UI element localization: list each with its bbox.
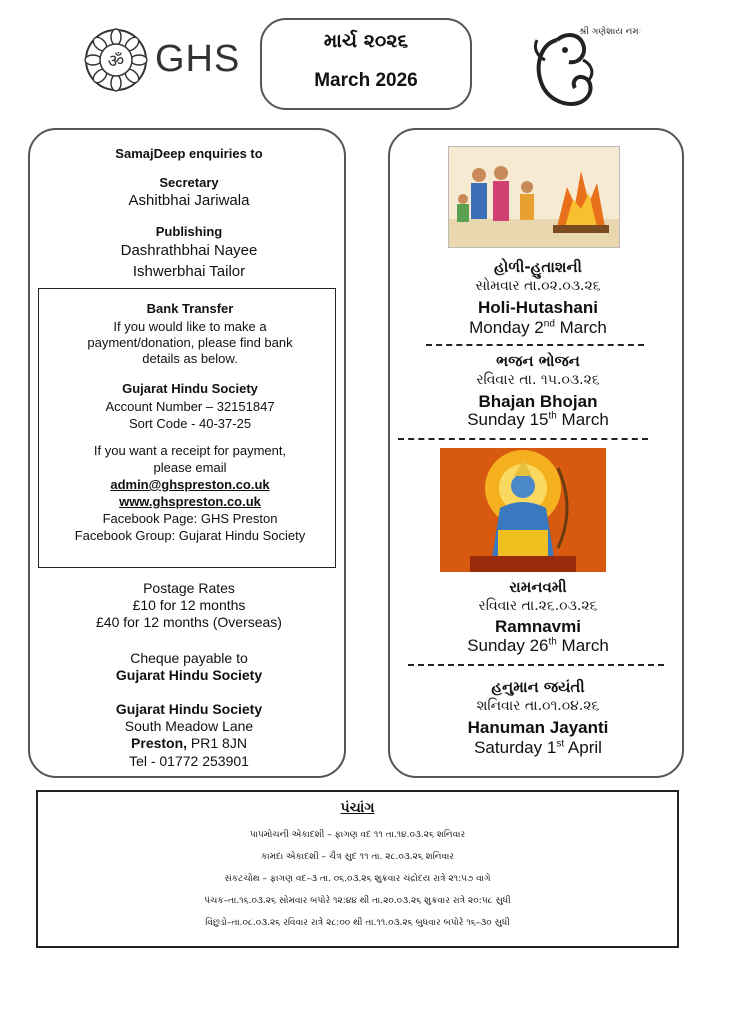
event-name: Ramnavmi	[495, 617, 581, 636]
secretary-title: Secretary	[159, 175, 219, 190]
event-name: Hanuman Jayanti	[467, 718, 609, 737]
event-date-day: Monday 2	[469, 318, 544, 337]
postage-rate: £40 for 12 months (Overseas)	[96, 614, 282, 630]
sort-code: Sort Code - 40-37-25	[128, 416, 252, 431]
event-date-day: Sunday 15	[467, 410, 549, 429]
event-gujarati-name: ભજન ભોજન	[496, 352, 580, 370]
enquiries-heading: SamajDeep enquiries to	[115, 146, 263, 161]
event-gujarati-date: રવિવાર તા. ૧૫.૦૩.૨૬	[476, 372, 600, 388]
event-date-suffix: th	[548, 410, 557, 422]
bank-transfer-box	[38, 288, 336, 568]
address-street: South Meadow Lane	[124, 718, 254, 734]
account-name: Gujarat Hindu Society	[122, 381, 258, 396]
secretary-name: Ashitbhai Jariwala	[128, 192, 250, 209]
panchang-line: સંકટચોથ – ફાગણ વદ–૩ તા. ૦૬.૦૩.૨૬ શુક્રવાર ચંદ્રોદય રાત્રે ૨૧:૫૭ વાગે	[224, 874, 491, 884]
postage-title: Postage Rates	[143, 580, 235, 596]
contact-panel	[28, 128, 346, 778]
divider	[398, 438, 648, 440]
ganesh-icon	[527, 20, 642, 112]
event-date-suffix: nd	[543, 318, 555, 330]
event-date-suffix: st	[556, 738, 565, 750]
event-date-suffix: th	[548, 636, 557, 648]
event-date-month: April	[564, 738, 602, 757]
event-date	[390, 410, 686, 430]
publisher-name: Dashrathbhai Nayee	[120, 242, 258, 259]
events-panel	[388, 128, 684, 778]
event-date	[390, 636, 686, 656]
month-english: March 2026	[314, 70, 418, 91]
panchang-box	[36, 790, 679, 948]
address-postcode: PR1 8JN	[187, 735, 247, 751]
event-gujarati-name: રામનવમી	[509, 578, 567, 596]
event-gujarati-date: રવિવાર તા.૨૬.૦૩.૨૬	[478, 598, 598, 614]
lord-rama-image	[440, 448, 606, 572]
month-gujarati: માર્ચ ૨૦૨૬	[323, 30, 409, 52]
panchang-line: કામદા એકાદશી – ચૈત્ર સુદ ૧૧ તા. ૨૮.૦૩.૨૬ શનિવાર	[261, 852, 454, 862]
bank-transfer-title: Bank Transfer	[146, 301, 234, 316]
ganesh-caption: શ્રી ગણેશાય નમઃ	[579, 27, 642, 37]
event-date	[390, 318, 686, 338]
org-logo-text: GHS	[155, 38, 241, 80]
event-gujarati-name: હોળી-હુતાશની	[494, 258, 582, 276]
svg-text:ॐ: ॐ	[107, 51, 125, 72]
telephone: Tel - 01772 253901	[129, 753, 249, 769]
address-city: Preston,	[131, 735, 188, 751]
divider	[426, 344, 644, 346]
email-link[interactable]: admin@ghspreston.co.uk	[110, 477, 270, 492]
postage-rate: £10 for 12 months	[132, 597, 246, 613]
event-date	[390, 738, 686, 758]
event-name: Bhajan Bhojan	[478, 392, 598, 411]
om-lotus-icon	[84, 28, 148, 92]
panchang-line: વિંછુડો–તા.૦૮.૦૩.૨૬ રવિવાર રાત્રે ૨૮:૦૦ થી તા.૧૧.૦૩.૨૬ બુધવાર બપોરે ૧૬–૩૦ સુધી	[205, 918, 510, 928]
event-date-day: Sunday 26	[467, 636, 549, 655]
event-date-month: March	[554, 318, 607, 337]
publishing-title: Publishing	[155, 224, 223, 239]
event-name: Holi-Hutashani	[478, 298, 598, 317]
panchang-line: પાપમોચની એકાદશી – ફાગણ વદ ૧૧ તા.૧૪.૦૩.૨૬ શનિવાર	[249, 830, 466, 840]
receipt-text: If you want a receipt for payment,	[93, 443, 287, 458]
receipt-text: please email	[153, 460, 227, 475]
address-city-line	[30, 735, 348, 751]
address-name: Gujarat Hindu Society	[115, 701, 263, 717]
event-date-day: Saturday 1	[474, 738, 557, 757]
panchang-line: પંચક–તા.૧૬.૦૩.૨૬ સોમવાર બપોરે ૧૨:૪૪ થી તા.૨૦.૦૩.૨૬ શુક્રવાર રાત્રે ૨૦:૫૮ સુધી	[204, 896, 511, 906]
cheque-payee: Gujarat Hindu Society	[115, 667, 263, 683]
facebook-page: Facebook Page: GHS Preston	[102, 511, 278, 526]
cheque-text: Cheque payable to	[130, 650, 248, 666]
event-date-month: March	[556, 410, 609, 429]
bank-text: payment/donation, please find bank	[87, 335, 293, 350]
publisher-name: Ishwerbhai Tailor	[132, 263, 246, 280]
event-date-month: March	[556, 636, 609, 655]
event-gujarati-date: સોમવાર તા.૦૨.૦૩.૨૬	[475, 278, 601, 294]
event-gujarati-date: શનિવાર તા.૦૧.૦૪.૨૬	[476, 698, 600, 714]
issue-title-box	[260, 18, 472, 110]
website-link[interactable]: www.ghspreston.co.uk	[119, 494, 261, 509]
event-gujarati-name: હનુમાન જયંતી	[491, 678, 585, 696]
divider	[408, 664, 664, 666]
panchang-title: પંચાંગ	[340, 800, 375, 816]
holi-bonfire-image	[448, 146, 620, 248]
account-number: Account Number – 32151847	[105, 399, 275, 414]
bank-text: details as below.	[142, 351, 238, 366]
facebook-group: Facebook Group: Gujarat Hindu Society	[74, 528, 306, 543]
bank-text: If you would like to make a	[113, 319, 267, 334]
